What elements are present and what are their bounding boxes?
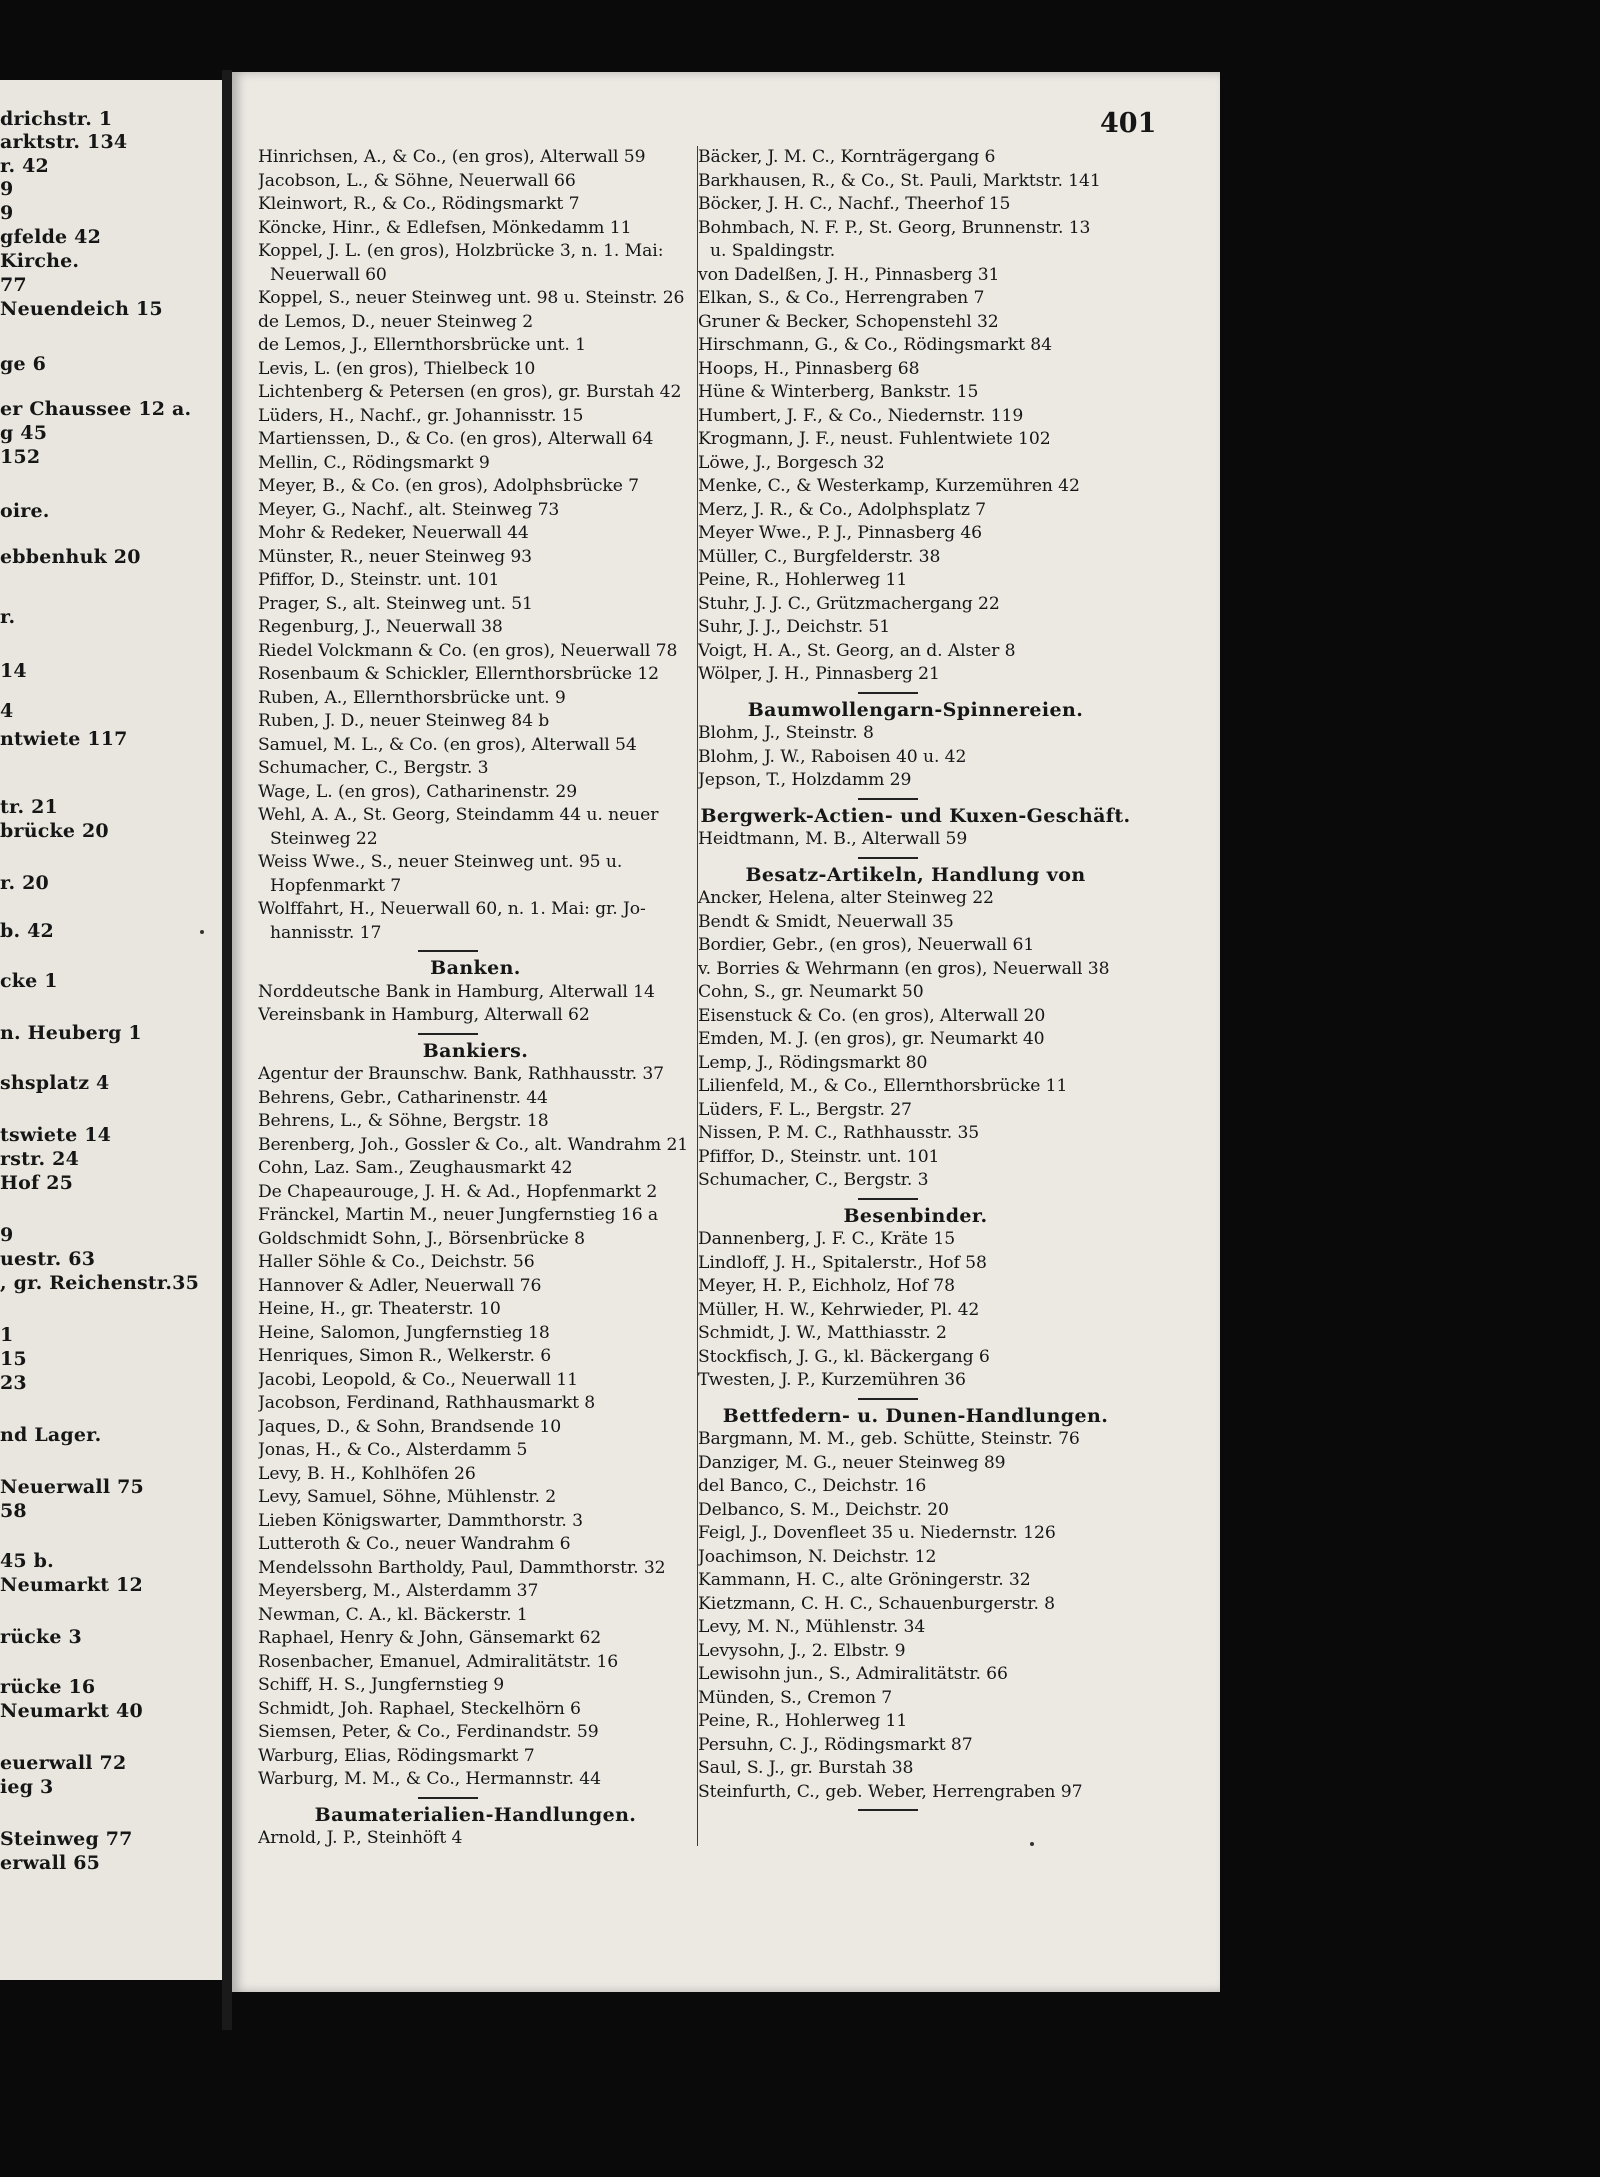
directory-entry: Hirschmann, G., & Co., Rödingsmarkt 84 [698,335,1052,355]
section-separator [258,1028,693,1040]
facing-page-text-fragment: er Chaussee 12 a. [0,398,192,420]
directory-entry: Samuel, M. L., & Co. (en gros), Alterwall 54 [258,734,637,755]
facing-page-text-fragment: drichstr. 1 [0,108,113,130]
directory-entry: Lutteroth & Co., neuer Wandrahm 6 [258,1534,571,1554]
directory-entry: Schiff, H. S., Jungfernstieg 9 [258,1675,505,1695]
directory-entry: Schumacher, C., Bergstr. 3 [258,758,489,778]
directory-entry: Müller, C., Burgfelderstr. 38 [698,546,941,567]
section-heading: Baumaterialien-Handlungen. [314,1803,637,1826]
section-separator [258,1792,693,1804]
facing-page-text-fragment: n. Heuberg 1 [0,1022,142,1044]
facing-page-text-fragment: ntwiete 117 [0,728,128,750]
directory-entry-continuation: u. Spaldingstr. [710,241,836,261]
directory-entry: Lüders, H., Nachf., gr. Johannisstr. 15 [258,405,584,426]
directory-entry: Peine, R., Hohlerweg 11 [698,1711,908,1731]
directory-entry: Münden, S., Cremon 7 [698,1687,893,1708]
facing-page-text-fragment: 4 [0,700,14,722]
facing-page-text-fragment: oire. [0,500,50,522]
directory-entry: Levy, B. H., Kohlhöfen 26 [258,1463,476,1484]
section-heading: Bettfedern- u. Dunen-Handlungen. [722,1404,1109,1427]
directory-entry: Stuhr, J. J. C., Grützmachergang 22 [698,593,1000,614]
facing-page-text-fragment: tr. 21 [0,796,58,818]
directory-entry: Koppel, S., neuer Steinweg unt. 98 u. Steinstr. 26 [258,288,685,308]
directory-entry: Böcker, J. H. C., Nachf., Theerhof 15 [698,194,1011,214]
facing-page-text-fragment: Steinweg 77 [0,1828,133,1850]
page-number: 401 [1100,108,1157,139]
directory-entry: Blohm, J. W., Raboisen 40 u. 42 [698,746,967,767]
directory-entry-continuation: Neuerwall 60 [270,264,387,285]
directory-entry: Schmidt, Joh. Raphael, Steckelhörn 6 [258,1698,581,1719]
directory-entry: Pfiffor, D., Steinstr. unt. 101 [258,570,500,590]
facing-page-text-fragment: Hof 25 [0,1172,74,1194]
directory-entry: Raphael, Henry & John, Gänsemarkt 62 [258,1628,602,1648]
facing-page-text-fragment: nd Lager. [0,1424,102,1446]
section-heading: Bankiers. [422,1039,529,1062]
section-separator [698,687,1133,699]
directory-entry-continuation: Steinweg 22 [270,828,378,849]
facing-page-text-fragment: ieg 3 [0,1776,54,1798]
directory-entry: Hannover & Adler, Neuerwall 76 [258,1275,542,1296]
directory-entry: Newman, C. A., kl. Bäckerstr. 1 [258,1604,528,1625]
facing-page-text-fragment: rücke 3 [0,1626,82,1648]
directory-entry: Krogmann, J. F., neust. Fuhlentwiete 102 [698,429,1051,449]
directory-entry: Lieben Königswarter, Dammthorstr. 3 [258,1510,583,1531]
facing-page-text-fragment: 9 [0,178,14,200]
directory-entry: Blohm, J., Steinstr. 8 [698,723,874,743]
directory-entry: Lindloff, J. H., Spitalerstr., Hof 58 [698,1252,987,1273]
directory-entry: Lemp, J., Rödingsmarkt 80 [698,1052,928,1073]
directory-entry: Regenburg, J., Neuerwall 38 [258,617,503,637]
directory-entry: Rosenbacher, Emanuel, Admiralitätstr. 16 [258,1651,619,1672]
directory-entry: Cohn, Laz. Sam., Zeughausmarkt 42 [258,1158,573,1178]
ink-speck [1030,1842,1034,1846]
directory-entry: Mendelssohn Bartholdy, Paul, Dammthorstr. 32 [258,1557,666,1578]
directory-entry: Siemsen, Peter, & Co., Ferdinandstr. 59 [258,1722,599,1742]
directory-entry: Weiss Wwe., S., neuer Steinweg unt. 95 u. [258,852,623,872]
directory-entry: Henriques, Simon R., Welkerstr. 6 [258,1346,552,1366]
directory-entry: Köncke, Hinr., & Edlefsen, Mönkedamm 11 [258,217,632,238]
facing-page-text-fragment: 23 [0,1372,27,1394]
directory-entry-continuation: Hopfenmarkt 7 [270,875,402,896]
directory-entry: Hüne & Winterberg, Bankstr. 15 [698,382,979,402]
facing-page-text-fragment: 77 [0,274,27,296]
directory-entry: del Banco, C., Deichstr. 16 [698,1476,927,1496]
directory-entry: De Chapeaurouge, J. H. & Ad., Hopfenmarkt 2 [258,1181,658,1202]
directory-entry: Steinfurth, C., geb. Weber, Herrengraben 97 [698,1781,1083,1802]
directory-entry: Barkhausen, R., & Co., St. Pauli, Marktstr. 141 [698,170,1101,191]
directory-entry: Hinrichsen, A., & Co., (en gros), Alterwall 59 [258,147,646,167]
facing-page-text-fragment: rücke 16 [0,1676,96,1698]
directory-entry: Meyer, G., Nachf., alt. Steinweg 73 [258,499,560,520]
directory-entry: v. Borries & Wehrmann (en gros), Neuerwall 38 [698,958,1110,979]
directory-entry: Lichtenberg & Petersen (en gros), gr. Burstah 42 [258,382,682,402]
directory-entry: Joachimson, N. Deichstr. 12 [698,1546,937,1567]
directory-entry: von Dadelßen, J. H., Pinnasberg 31 [698,264,1000,285]
directory-entry: Meyer, H. P., Eichholz, Hof 78 [698,1276,955,1296]
directory-entry: Warburg, Elias, Rödingsmarkt 7 [258,1745,535,1766]
directory-entry: Emden, M. J. (en gros), gr. Neumarkt 40 [698,1029,1045,1049]
directory-entry: Kleinwort, R., & Co., Rödingsmarkt 7 [258,194,580,214]
directory-entry: Meyer, B., & Co. (en gros), Adolphsbrücke 7 [258,476,639,496]
facing-page-text-fragment: 14 [0,660,27,682]
directory-entry: Prager, S., alt. Steinweg unt. 51 [258,593,533,614]
facing-page-text-fragment: r. [0,606,16,628]
directory-entry: Levis, L. (en gros), Thielbeck 10 [258,358,536,379]
directory-entry: Vereinsbank in Hamburg, Alterwall 62 [258,1005,590,1025]
section-heading: Besenbinder. [843,1204,988,1227]
directory-entry: Jonas, H., & Co., Alsterdamm 5 [258,1440,528,1460]
directory-entry: Elkan, S., & Co., Herrengraben 7 [698,288,985,308]
directory-entry: Mellin, C., Rödingsmarkt 9 [258,452,490,473]
facing-page-text-fragment: erwall 65 [0,1852,101,1874]
facing-page-text-fragment: Kirche. [0,250,80,272]
facing-page-text-fragment: 45 b. [0,1550,54,1572]
section-heading: Baumwollengarn-Spinnereien. [747,698,1084,721]
directory-entry: Levysohn, J., 2. Elbstr. 9 [698,1640,906,1661]
facing-page-text-fragment: tswiete 14 [0,1124,112,1146]
directory-entry: Merz, J. R., & Co., Adolphsplatz 7 [698,499,986,520]
directory-entry: Koppel, J. L. (en gros), Holzbrücke 3, n. 1. Mai: [258,241,664,261]
directory-entry: Gruner & Becker, Schopenstehl 32 [698,311,999,332]
directory-entry: Pfiffor, D., Steinstr. unt. 101 [698,1146,940,1167]
facing-page-text-fragment: Neuendeich 15 [0,298,163,320]
facing-page-text-fragment: Neumarkt 40 [0,1700,143,1722]
directory-entry: Bendt & Smidt, Neuerwall 35 [698,911,954,932]
facing-page-text-fragment: uestr. 63 [0,1248,96,1270]
facing-page-text-fragment: Neumarkt 12 [0,1574,143,1596]
directory-entry: Haller Söhle & Co., Deichstr. 56 [258,1252,535,1272]
facing-page-text-fragment: euerwall 72 [0,1752,127,1774]
section-separator [698,1393,1133,1405]
section-separator [698,1804,1133,1816]
directory-entry: Behrens, Gebr., Catharinenstr. 44 [258,1087,548,1108]
directory-entry: Riedel Volckmann & Co. (en gros), Neuerwall 78 [258,640,678,661]
directory-entry: Bordier, Gebr., (en gros), Neuerwall 61 [698,935,1035,955]
section-heading: Besatz-Artikeln, Handlung von [745,863,1086,886]
directory-entry: Berenberg, Joh., Gossler & Co., alt. Wandrahm 21 [258,1134,689,1155]
directory-entry: Fränckel, Martin M., neuer Jungfernstieg 16 a [258,1205,659,1225]
directory-entry: de Lemos, D., neuer Steinweg 2 [258,311,534,332]
directory-entry: Meyer Wwe., P. J., Pinnasberg 46 [698,523,983,543]
directory-entry: Ruben, A., Ellernthorsbrücke unt. 9 [258,687,566,708]
directory-entry: Twesten, J. P., Kurzemühren 36 [698,1370,966,1390]
facing-page-text-fragment: ebbenhuk 20 [0,546,141,568]
facing-page-text-fragment: b. 42 [0,920,54,942]
facing-page-text-fragment: brücke 20 [0,820,109,842]
directory-entry: Norddeutsche Bank in Hamburg, Alterwall 14 [258,981,655,1002]
directory-entry: Ancker, Helena, alter Steinweg 22 [698,888,994,908]
directory-entry: Heine, Salomon, Jungfernstieg 18 [258,1322,550,1343]
directory-entry: Jacobson, L., & Söhne, Neuerwall 66 [258,170,576,191]
directory-entry: Mohr & Redeker, Neuerwall 44 [258,523,529,543]
facing-page-text-fragment: 9 [0,202,14,224]
directory-entry: Danziger, M. G., neuer Steinweg 89 [698,1452,1006,1473]
directory-entry: Wage, L. (en gros), Catharinenstr. 29 [258,781,578,802]
directory-entry: Jaques, D., & Sohn, Brandsende 10 [258,1416,562,1437]
section-separator [698,793,1133,805]
directory-entry: Schmidt, J. W., Matthiasstr. 2 [698,1323,947,1343]
facing-page-text-fragment: r. 42 [0,155,49,177]
directory-entry: Lüders, F. L., Bergstr. 27 [698,1099,912,1120]
directory-entry: Agentur der Braunschw. Bank, Rathhausstr. 37 [258,1064,665,1084]
directory-entry: Müller, H. W., Kehrwieder, Pl. 42 [698,1299,980,1320]
facing-page-text-fragment: cke 1 [0,970,58,992]
directory-entry: Saul, S. J., gr. Burstah 38 [698,1758,914,1778]
directory-entry: Bargmann, M. M., geb. Schütte, Steinstr. 76 [698,1429,1080,1449]
directory-entry: Jacobson, Ferdinand, Rathhausmarkt 8 [258,1393,596,1413]
directory-entry: Bäcker, J. M. C., Kornträgergang 6 [698,147,996,167]
directory-entry: Meyersberg, M., Alsterdamm 37 [258,1581,539,1601]
directory-entry: Dannenberg, J. F. C., Kräte 15 [698,1229,956,1249]
section-heading: Bergwerk-Actien- und Kuxen-Geschäft. [700,804,1131,827]
facing-page-text-fragment: 15 [0,1348,27,1370]
directory-entry: Lewisohn jun., S., Admiralitätstr. 66 [698,1664,1008,1684]
ink-speck [200,930,204,934]
facing-page-text-fragment: g 45 [0,422,48,444]
directory-entry: Martienssen, D., & Co. (en gros), Alterwall 64 [258,429,654,449]
directory-entry: Lilienfeld, M., & Co., Ellernthorsbrücke 11 [698,1076,1068,1096]
facing-page-text-fragment: arktstr. 134 [0,131,128,153]
section-separator [698,852,1133,864]
facing-page-text-fragment: 152 [0,446,41,468]
directory-entry: Hoops, H., Pinnasberg 68 [698,358,920,379]
facing-page-text-fragment: rstr. 24 [0,1148,80,1170]
directory-entry: Wolffahrt, H., Neuerwall 60, n. 1. Mai: gr. Jo- [258,899,646,919]
facing-page-text-fragment: shsplatz 4 [0,1072,110,1094]
directory-entry-continuation: hannisstr. 17 [270,922,382,943]
directory-entry: Jacobi, Leopold, & Co., Neuerwall 11 [258,1369,578,1390]
facing-page-text-fragment: 9 [0,1224,14,1246]
facing-page-text-fragment: 1 [0,1324,14,1346]
directory-entry: Suhr, J. J., Deichstr. 51 [698,617,891,637]
directory-entry: Behrens, L., & Söhne, Bergstr. 18 [258,1111,549,1131]
directory-entry: Goldschmidt Sohn, J., Börsenbrücke 8 [258,1228,585,1249]
directory-entry: Schumacher, C., Bergstr. 3 [698,1170,929,1190]
directory-entry: Bohmbach, N. F. P., St. Georg, Brunnenstr. 13 [698,217,1091,238]
directory-entry: Wehl, A. A., St. Georg, Steindamm 44 u. neuer [258,805,659,825]
facing-page-fragment [0,80,224,1980]
facing-page-text-fragment: 58 [0,1500,27,1522]
directory-entry: Humbert, J. F., & Co., Niedernstr. 119 [698,405,1024,426]
facing-page-text-fragment: Neuerwall 75 [0,1476,144,1498]
facing-page-text-fragment: gfelde 42 [0,226,101,248]
section-heading: Banken. [430,957,521,979]
directory-entry: Levy, M. N., Mühlenstr. 34 [698,1617,926,1637]
section-separator [698,1193,1133,1205]
facing-page-text-fragment: ge 6 [0,353,47,375]
facing-page-text-fragment: , gr. Reichenstr.35 [0,1272,199,1294]
directory-entry: Peine, R., Hohlerweg 11 [698,570,908,590]
directory-entry: Menke, C., & Westerkamp, Kurzemühren 42 [698,476,1080,496]
left-column [258,146,693,1851]
directory-entry: Stockfisch, J. G., kl. Bäckergang 6 [698,1346,990,1367]
facing-page-text-fragment: r. 20 [0,872,49,894]
directory-entry: Münster, R., neuer Steinweg 93 [258,546,533,567]
directory-entry: Löwe, J., Borgesch 32 [698,452,885,473]
directory-entry: de Lemos, J., Ellernthorsbrücke unt. 1 [258,335,586,355]
directory-entry: Eisenstuck & Co. (en gros), Alterwall 20 [698,1005,1046,1026]
directory-entry: Cohn, S., gr. Neumarkt 50 [698,982,924,1002]
directory-entry: Heidtmann, M. B., Alterwall 59 [698,829,968,849]
directory-entry: Rosenbaum & Schickler, Ellernthorsbrücke 12 [258,664,660,684]
section-separator [258,945,693,957]
directory-entry: Feigl, J., Dovenfleet 35 u. Niedernstr. 126 [698,1523,1056,1543]
directory-entry: Heine, H., gr. Theaterstr. 10 [258,1299,501,1319]
directory-entry: Jepson, T., Holzdamm 29 [698,770,912,790]
directory-entry: Kammann, H. C., alte Gröningerstr. 32 [698,1570,1031,1590]
directory-entry: Voigt, H. A., St. Georg, an d. Alster 8 [698,640,1016,661]
directory-entry: Kietzmann, C. H. C., Schauenburgerstr. 8 [698,1593,1056,1614]
directory-entry: Nissen, P. M. C., Rathhausstr. 35 [698,1123,980,1143]
directory-entry: Ruben, J. D., neuer Steinweg 84 b [258,711,550,731]
book-gutter [222,70,232,2030]
right-column [698,146,1133,1816]
directory-entry: Arnold, J. P., Steinhöft 4 [258,1828,463,1848]
directory-entry: Wölper, J. H., Pinnasberg 21 [698,664,940,684]
directory-entry: Persuhn, C. J., Rödingsmarkt 87 [698,1734,973,1755]
directory-entry: Delbanco, S. M., Deichstr. 20 [698,1499,949,1520]
directory-entry: Levy, Samuel, Söhne, Mühlenstr. 2 [258,1487,557,1507]
directory-entry: Warburg, M. M., & Co., Hermannstr. 44 [258,1769,601,1789]
